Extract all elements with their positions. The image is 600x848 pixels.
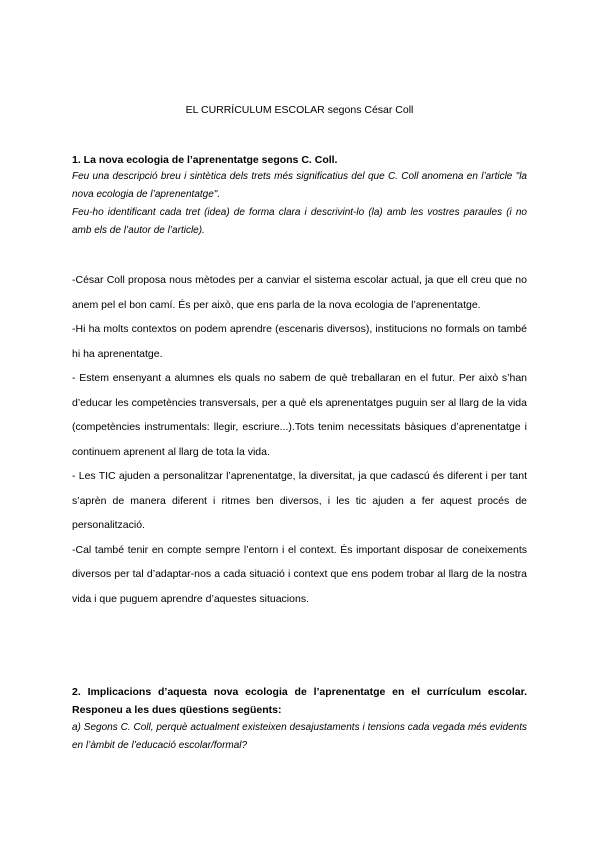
section-1-heading: 1. La nova ecologia de l’aprenentatge segons C. Coll. — [72, 154, 338, 166]
answer-paragraph: - Les TIC ajuden a personalitzar l’aprenentatge, la diversitat, ja que cadascú és diferent i per tant s’aprèn de manera diferent i ritmes ben diversos, i les tic ajuden a fer aquest procés de personalització. — [72, 470, 527, 531]
answer-paragraph: -César Coll proposa nous mètodes per a canviar el sistema escolar actual, ja que ell creu que no anem pel el bon camí. És per això, que ens parla de la nova ecologia de l’aprenentatge. — [72, 274, 527, 311]
section-1-instruction: Feu-ho identificant cada tret (idea) de forma clara i descrivint-lo (la) amb les vostres paraules (i no amb els de l’autor de l’article). — [72, 207, 527, 236]
section-2-heading: 2. Implicacions d’aquesta nova ecologia de l’aprenentatge en el currículum escolar. Responeu a les dues qüestions següents: — [72, 686, 527, 716]
answer-paragraph: -Hi ha molts contextos on podem aprendre (escenaris diversos), institucions no formals on també hi ha aprenentatge. — [72, 323, 527, 360]
document-title: EL CURRÍCULUM ESCOLAR segons César Coll — [185, 104, 414, 116]
section-2-question-a: a) Segons C. Coll, perquè actualment existeixen desajustaments i tensions cada vegada més evidents en l’àmbit de l’educació escolar/formal? — [72, 722, 527, 751]
answer-paragraph: - Estem ensenyant a alumnes els quals no sabem de què treballaran en el futur. Per això s’han d’educar les competències transversals, per a què els aprenentatges puguin ser al llarg de la vida (competències instrumentals: llegir, escriure...).Tots tenim necessitats bàsiques d’aprenentatge i continuem aprenent al llarg de tota la vida. — [72, 372, 527, 458]
answer-paragraph: -Cal també tenir en compte sempre l’entorn i el context. És important disposar de coneixements diversos per tal d’adaptar-nos a cada situació i context que ens podem trobar al llarg de la nostra vida i que puguem aprendre d’aquestes situacions. — [72, 543, 527, 605]
section-1 — [72, 152, 527, 240]
section-1-answers — [72, 268, 527, 611]
section-2 — [72, 683, 527, 755]
section-1-instruction: Feu una descripció breu i sintètica dels trets més significatius del que C. Coll anomena en l’article "la nova ecologia de l’aprenentatge". — [72, 171, 527, 200]
